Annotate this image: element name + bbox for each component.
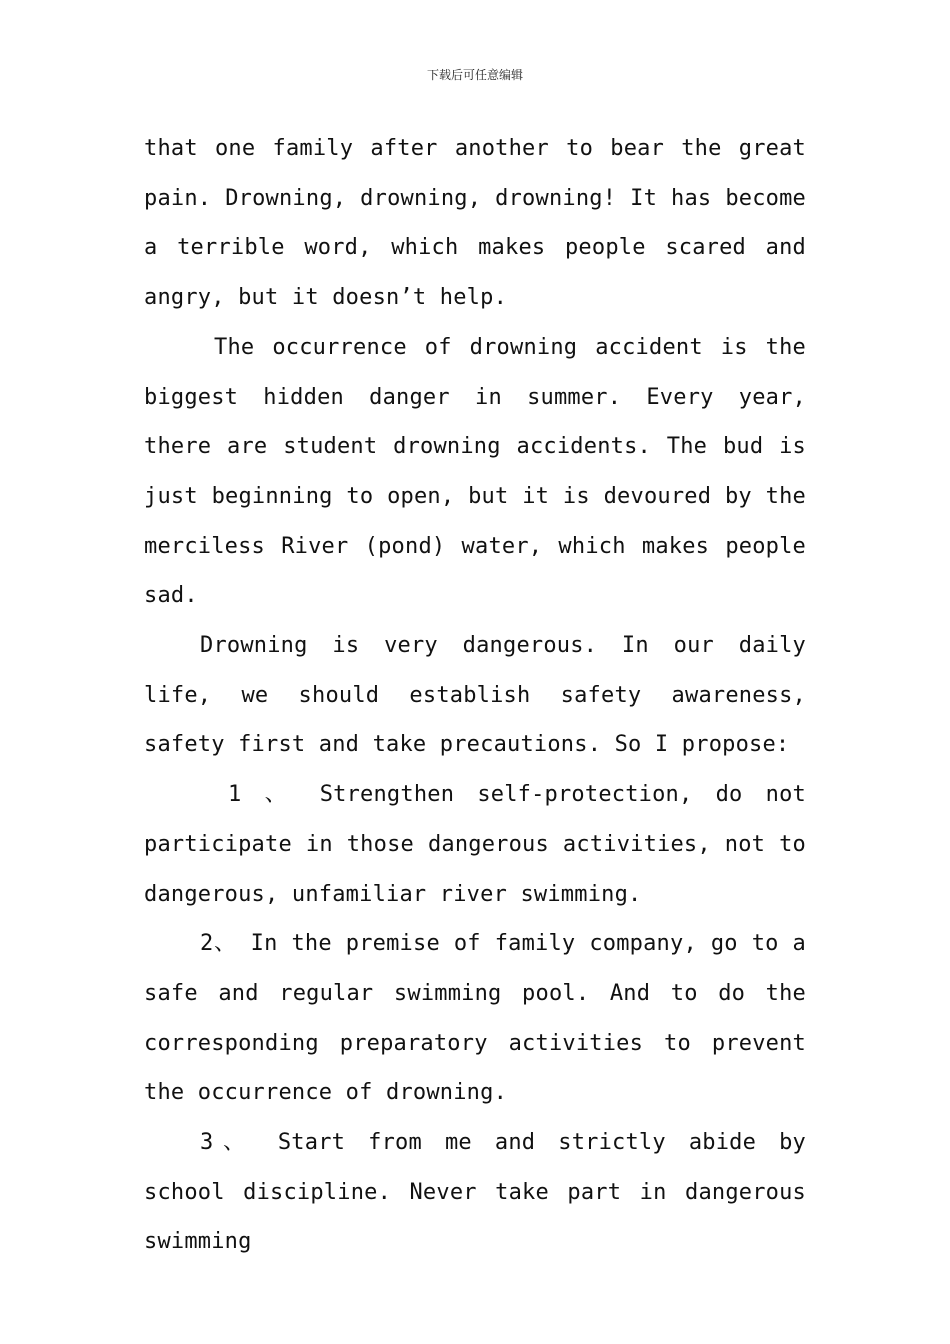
list-item: 1 、 Strengthen self-protection, do not participate in those dangerous activities, not to dangerous, unfamiliar river swimming.	[144, 782, 806, 907]
paragraph: Drowning is very dangerous. In our daily life, we should establish safety awareness, safety first and take precautions. So I propose:	[144, 633, 806, 758]
paragraph: The occurrence of drowning accident is the biggest hidden danger in summer. Every year, there are student drowning accidents. The bud is just beginning to open, but it is devoured by the merciless River (pond) water, which makes people sad.	[144, 334, 806, 609]
list-item: 2、 In the premise of family company, go to a safe and regular swimming pool. And to do the corresponding preparatory activities to prevent the occurrence of drowning.	[144, 931, 806, 1106]
list-item: 3、 Start from me and strictly abide by school discipline. Never take part in dangerous swimming	[144, 1130, 806, 1255]
document-body	[144, 124, 806, 1267]
page-header: 下载后可任意编辑	[426, 68, 523, 82]
paragraph: that one family after another to bear the great pain. Drowning, drowning, drowning! It has become a terrible word, which makes people scared and angry, but it doesn’t help.	[144, 136, 806, 311]
